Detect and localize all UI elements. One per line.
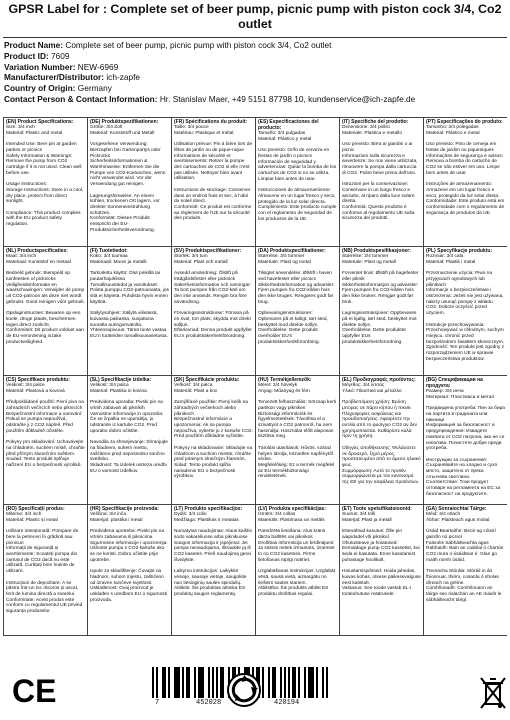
language-body: Μέγεθος: 3/4 ίντσας Υλικό: Πλαστικό και μέταλλο Προβλεπόμενη χρήση: Βρύση μπύρας σε πάρτι κήπου ή πικνίκ Πληροφορίες ασφάλειας και προειδοποιήσεις: Αφαιρέστε την αντλία από το φυσίγγιο CO2 αν δεν χρησιμοποιείται. Καθαρίστε καλά πριν τη χρήση. Οδηγίες αποθήκευσης: Φυλάσσετε σε δροσερό, ξηρό μέρος, προστατευμένο από το άμεσο ηλιακό φως. Συμμόρφωση: Αυτό το προϊόν συμμορφώνεται με τον κανονισμό της ΕΕ για την ασφάλεια προϊόντων.: [342, 383, 421, 486]
language-heading: (PT) Especificações do produto:: [426, 119, 503, 125]
language-heading: (DE) Produktspezifikationen:: [90, 119, 159, 125]
barcode-right-group: 420194: [274, 699, 300, 707]
language-heading: (BG) Спецификации на продукта:: [426, 377, 483, 390]
language-body: Mărime: 3/4 inch Material: Plastic și metal Utilizare intenționată: Pompare de bere la petreceri în grădină sau picnicuri Informații de siguranță și avertismente: Scoateți pompa din cartușul de CO2 dacă nu este utilizată. Curățați bine înainte de utilizare. Instrucțiuni de depozitare: A se păstra într-un loc răcoros și uscat, ferit de lumina directă a soarelui. Conformitate: Acest produs este conform cu regulamentul UE privind siguranța produselor.: [6, 512, 83, 615]
info-row: [4, 83, 506, 94]
language-body: Suurus: 3/4 tolli Materjal: Plast ja metall Ettenähtud kasutus: Õlle pin aiapidudel või piknikul Ohutusteave ja hoiatused: Eemaldage pump CO2 kassetist, kui seda ei kasutata. Enne kasutamist puhastage hoolikalt. Hoiustamisjuhised: Hoida jahedas, kuivas kohas, otsese päikesevalguse eest kaitstult. Vastavus: See toode vastab EL-i tooteohutuse määrusele.: [342, 512, 421, 597]
info-row: [4, 51, 506, 62]
language-heading: (HU) Termékjellemzők:: [258, 377, 312, 383]
certification-marks: [0, 668, 510, 714]
language-cell: [423, 118, 507, 246]
language-body: Storlek: 3/4 tum Material: Plast och metall Avsedd användning: Ölstift på trädgårdsfester eller picknick Säkerhetsinformation och varningar: Ta bort pumpen från CO2-kärl om den inte används. Rengör bra före användning. Förvaringsinstruktioner: Förvara på en sval, torr plats, skydda mot direkt solljus. Efterlevnad: Denna produkt uppfyller EU:s produktsäkerhetsförordning.: [174, 254, 252, 339]
info-row: [4, 62, 506, 73]
product-info-block: [4, 40, 506, 105]
language-cell: [255, 118, 339, 246]
language-heading: (IT) Specifiche del prodotto:: [342, 119, 409, 125]
language-cell: [339, 118, 423, 246]
language-cell: [171, 376, 255, 504]
info-key: Product Name:: [4, 40, 64, 50]
language-heading: (RO) Specificații produs:: [6, 506, 65, 512]
language-heading: (CS) Specifikace produktu:: [6, 377, 70, 383]
language-heading: (ES) Especificaciones del producto:: [258, 119, 319, 132]
language-body: Størrelse: 3/4 tommer Materiale: Plast og metall Forventet bruk: Ølstift på hagefester eller piknik Sikkerhetsinformasjon og advarsler: Fjern pumpen fra CO2-kilden hvis den ikke brukes. Rengjør godt før bruk. Lagringsinstruksjoner: Oppbevares på et kjølig, tørt sted, beskyttet mot direkte sollys. Overholdelse: Dette produktet oppfyller EUs produktsikkerhetsforordning.: [342, 254, 419, 345]
barcode-first-digit: 7: [155, 699, 160, 707]
info-row: [4, 94, 506, 105]
language-heading: (PL) Specyfikacje produktu:: [426, 248, 493, 254]
language-heading: (HR) Specifikacije proizvoda:: [90, 506, 159, 512]
language-cell: [423, 376, 507, 504]
language-cell: [339, 505, 423, 635]
title-divider: [3, 37, 507, 38]
language-heading: (EL) Προδιαγραφές προϊόντος:: [342, 377, 416, 383]
language-cell: [171, 118, 255, 246]
language-body: Größe: 3/4 Zoll Material: Kunststoff und Metall Vorgesehene Verwendung: Bierzapfen bei Gartenpartys oder Picknicks Sicherheitsinformationen & Warnhinweise: Entfernen Sie die Pumpe von CO2-Kartuschen, wenn nicht verwendet wird. Vor der Verwendung gut reinigen. Lagerungshinweise: An einem kühlen, trockenen Ort lagern, vor direkter Sonneneinstrahlung schützen. Konformität: Dieses Produkt entspricht der EU-Produktsicherheitsverordnung.: [90, 125, 166, 233]
language-heading: (FR) Spécifications du produit:: [174, 119, 248, 125]
language-body: Izmērs: 3/4 collas Materiāls: Plastmasa un metāls Paredzētā lietošana: Alus krāns dārza ballītēs vai piknikos Drošības informācija un brīdinājumi: Ja sūknis netiek izmantots, izņemiet to no CO2 kasetnes. Pirms lietošanas rūpīgi notīriet. Uzglabāšanas instrukcijas: Uzglabāt vēsā, sausā vietā, aizsargātu no tiešiem saules stariem. Atbilstība: Šis produkts atbilst ES produktu drošības regulai.: [258, 512, 336, 597]
language-cell: [87, 118, 171, 246]
language-cell: [255, 247, 339, 375]
language-cell: [255, 376, 339, 504]
barcode-left-group: 452028: [196, 699, 222, 707]
info-key: Contact Person & Contact Information:: [4, 93, 158, 104]
language-heading: (NB) Produktspesifikasjoner:: [342, 248, 411, 254]
language-body: Velikost: 3/4 palce Materiál: Plastová a kovová Předpokládané použití: Pivní pivo na zahradních večírcích nebo piknicích Bezpečnostní informace a varování: Pokud se pumpa nepoužívá, odstraňte ji z CO2 náplně. Před použitím důkladně očistěte. Pokyny pro skladování: Uchovávejte na chladném, suchém místě, chraňte před přímým slunečním světlem. Soulad: Tento produkt splňuje nařízení EU o bezpečnosti výrobků.: [6, 383, 85, 468]
language-row: [3, 504, 507, 636]
language-cell: [3, 247, 87, 375]
language-cell: [3, 505, 87, 635]
language-body: Størrelse: 3/4 tommer Materiale: Plast og metal Tilsigtet anvendelse: Ølstift i haven ved havefester eller picnics Sikkerhedsinformation og advarsler: Fjern pumpen fra CO2-kilden hvis den ikke bruges. Rengøres godt før brug. Opbevaringsinstruktioner: Opbevares på et køligt, tørt sted, beskyttet mod direkte sollys. Overholdelse: Dette produkt overholder EU's produktsikkerhedsforordning.: [258, 254, 335, 345]
language-cell: [87, 505, 171, 635]
language-heading: (EN) Product Specifications:: [6, 119, 74, 125]
language-body: Velikost: 3/4 palca Material: Plastika in kovina Predvidena uporaba: Pivski pin na vrtnih zabavah ali piknikih Varnostne informacije in opozorila: Če se črpalka ne uporablja, jo odstranite iz kartuše CO2. Pred uporabo dobro očistite. Navodila za shranjevanje: Shranjujte na hladnem, suhem mestu, zaščiteno pred neposredno sončno svetlobo. Skladnost: Ta izdelek ustreza uredbi EU o varnosti izdelkov.: [90, 383, 168, 474]
weee-bin-icon: [481, 678, 505, 708]
ce-mark-icon: [12, 673, 56, 709]
language-heading: (FI) Tuotetiedot:: [90, 248, 128, 254]
info-value: Complete set of beer pump, picnic pump with piston cock 3/4, Co2 outlet: [65, 40, 332, 50]
language-cell: [3, 376, 87, 504]
language-cell: [87, 376, 171, 504]
info-value: Hr. Stanislav Maer, +49 5151 87798 10, kundenservice@ich-zapfe.de: [159, 93, 416, 104]
language-heading: (LV) Produkta specifikācijas:: [258, 506, 326, 512]
recycle-icon: [228, 674, 260, 706]
label-title: GPSR Label for : Complete set of beer pump, picnic pump with piston cock 3/4, Co2 outlet: [8, 2, 502, 31]
language-heading: (ET) Toote spetsifikatsioonid:: [342, 506, 412, 512]
language-cell: [3, 118, 87, 246]
language-body: Tamanho: 3/4 polegadas Material: Plástico e metal Uso previsto: Pino de cerveja em festas de jardim ou piqueniques Informações de segurança e avisos: Remova a bomba do cartucho de CO2 se não estiver em uso. Limpe bem antes de usar. Instruções de armazenamento: Armazene em um lugar fresco e seco, protegido da luz solar direta. Conformidade: Este produto está em conformidade com o regulamento de segurança de produtos da UE.: [426, 125, 505, 216]
language-row: [3, 246, 507, 375]
language-cell: [423, 505, 507, 635]
language-body: Veľkosť: 3/4 palca Materiál: Plast a kov Zamýšľané použitie: Pivný kolík na záhradných večierkoch alebo piknikoch Bezpečnostné informácie a upozornenia: Ak sa pumpa nepoužíva, vyberte ju z kartuše CO2. Pred použitím dôkladne vyčistite. Pokyny na skladovanie: Skladujte na chladnom a suchom mieste, chráňte pred priamym slnečným žiarením. Súlad: Tento produkt spĺňa nariadenie EÚ o bezpečnosti výrobkov.: [174, 383, 253, 480]
language-cell: [339, 376, 423, 504]
info-value: 7609: [51, 50, 70, 61]
language-row: [3, 375, 507, 504]
language-heading: (DA) Produktspecifikationer:: [258, 248, 326, 254]
info-key: Manufacturer/Distributor:: [4, 72, 105, 83]
info-row: [4, 40, 506, 51]
language-cell: [339, 247, 423, 375]
language-body: Tamaño: 3/4 pulgadas Material: Plástico y metal Uso previsto: Grifo de cerveza en fiestas de jardín o picnics Información de seguridad y advertencias: Quitar la bomba de los cartuchos de CO2 si no se utiliza. Limpiar bien antes de usar. Instrucciones de almacenamiento: Almacene en un lugar fresco y seco, protegido de la luz solar directa. Cumplimiento: Este producto cumple con el reglamento de seguridad de los productos de la UE.: [258, 131, 337, 222]
info-value: Germany: [77, 83, 112, 94]
language-body: Taille: 3/4 pouce Matériau: Plastique et métal Utilisation prévue: Pin à bière lors de fêtes de jardin ou de pique-nique Informations de sécurité et avertissements: Retirer la pompe des cartouches de CO2 si elle n'est pas utilisée. Nettoyer bien avant utilisation. Instructions de stockage: Conserver dans un endroit frais et sec, à l'abri du soleil direct. Conformité: Ce produit est conforme au règlement de l'UE sur la sécurité des produits.: [174, 125, 253, 222]
language-cell: [423, 247, 507, 375]
language-cell: [171, 247, 255, 375]
language-body: Dydis: 3/4 colio Medžiaga: Plastikas ir metalas Numatytas naudojimas: Alaus kaištis sodo vakarėliuose arba piknikuose Saugos informacija ir įspėjimai: Jei pompa nenaudojama, ištraukite ją iš CO2 kasetės. Prieš naudojimą gerai išvalykite. Laikymo instrukcijos: Laikykite vėsioje, sausoje vietoje, saugokite nuo tiesioginių saulės spindulių. Atitiktis: Šis produktas atitinka ES produktų saugos reglamentą.: [174, 512, 252, 597]
language-cell: [87, 247, 171, 375]
language-cell: [171, 505, 255, 635]
language-body: Méid: 3/4 orlach Ábhar: Plaisteach agus miotal Úsáid Beartaithe: Beoir ag cóisirí gairdín nó picnicí Faisnéis Sábháilteachta agus Rabhaidh: Bain an caidéal ó chartús CO2 mura n-úsáidtear é. Glan go maith roimh úsáid. Treoracha Stórála: Stóráil in áit fhionnuar, thirim, cosanta ó sholas díreach na gréine. Comhlíonadh: Comhlíonann an táirge seo rialachán an AE maidir le sábháilteacht táirgí.: [426, 512, 504, 603]
language-body: Méret: 3/4 hüvelyk Anyag: Műanyag és fém Tervezett felhasználás: Sörcsap kerti partikon vagy pikniken Biztonsági információk és figyelmeztetések: Távolítsa el a szivattyút a CO2 patronról, ha nem használja. Használat előtt alaposan tisztítsa meg. Tárolási utasítások: Hűvös, száraz helyen tárolja, közvetlen napfénytől védve. Megfelelőség: Ez a termék megfelel az EU termékbiztonsági rendeletének.: [258, 383, 337, 480]
language-heading: (SK) Špecifikácie produktu:: [174, 377, 240, 383]
info-key: Country of Origin:: [4, 83, 76, 94]
info-key: Product ID:: [4, 50, 49, 61]
language-body: Veličina: 3/4 inča Materijal: plastika i metal Predviđena upotreba: Pivski pin na vrtnim zabavama ili piknicima Sigurnosne informacije i upozorenja: Uklonite pumpu s CO2 kartuše ako se ne koristi. Dobro očistite prije upotrebe. Upute za skladištenje: Čuvajte na hladnom, suhom mjestu, zaštićeno od izravne sunčeve svjetlosti. Usklađenost: Ovaj proizvod je usklađen s uredbom EU o sigurnosti proizvoda.: [90, 512, 168, 603]
language-body: Size: 3/4 inch Material: Plastic and metal Intended Use: Beer pin at garden parties or picnics Safety Information & Warnings: Remove the pump from CO2 cartridge if it is not used. Clean well before use. Usage Instructions: Storage Instructions: Store in a cool, dry place, protect from direct sunlight. Compliance: This product complies with the EU product safety regulation.: [6, 125, 84, 228]
language-cell: [255, 505, 339, 635]
language-body: Rozmiar: 3/4 cala Materiał: Plastik i metal Przeznaczenie użycia: Piwo na przyjęciach ogrodowych lub piknikach Informacje o bezpieczeństwie i ostrzeżenia: Jeżeli nie jest używana, należy usunąć pompę z wkładu CO2. Dobrze oczyścić przed użyciem. Instrukcje przechowywania: Przechowywać w chłodnym, suchym miejscu, chronić przed bezpośrednim światłem słonecznym. Zgodność: Ten produkt jest zgodny z rozporządzeniem UE w sprawie bezpieczeństwa produktów.: [426, 254, 505, 362]
language-row: [3, 117, 507, 246]
language-body: Размер: 3/4 инча Материал: Пластмаса и метал Предвидена употреба: Пин за бира на партита в градината или пикници Информация за безопасност и предупреждения: Извадете помпата от CO2 патрона, ако не се използва. Почистете добре преди употреба. Инструкции за съхранение: Съхранявайте на хладно и сухо място, защитено от пряка слънчева светлина. Съответствие: Този продукт отговаря на регламента на ЕС за безопасност на продуктите.: [426, 389, 505, 497]
language-spec-grid: [3, 117, 507, 636]
language-body: Koko: 3/4 tuumaa Materiaali: Muovi ja metalli Tarkoitettu käyttö: Olut pinkillä tai puutarhajuhlissa Turvallisuustiedot ja varoitukset: Poista pumppu CO2-patruunasta, jos sitä ei käytetä. Puhdista hyvin ennen käyttöä. Säilytysohjeet: Säilytä viileässä, kuivassa paikassa, suojattuna suoralta auringonvalolta. Yhteensopivuus: Tämä tuote vastaa EU:n tuotteiden turvallisuusasetusta.: [90, 254, 169, 339]
language-heading: (SV) Produktspecifikationer:: [174, 248, 242, 254]
info-value: NEW-6969: [77, 61, 119, 72]
language-heading: (GA) Sonraíochtaí Táirge:: [426, 506, 487, 512]
language-heading: (SL) Specifikacije izdelka:: [90, 377, 152, 383]
ce-mark-text: CE: [12, 673, 57, 709]
info-value: ich-zapfe: [106, 72, 141, 83]
language-body: Dimensione: 3/4 pollici Materiale: Plastica e metallo Uso previsto: Birra ai giardini o ai picnic Informazioni sulla sicurezza e avvertenze: Se non viene utilizzata, rimuovere la pompa dalla cartuccia di CO2. Pulire bene prima dell'uso. Istruzioni per la conservazione: Conservare in un luogo fresco e asciutto, al riparo dalla luce solare diretta. Conformità: Questo prodotto è conforme al regolamento UE sulla sicurezza dei prodotti.: [342, 125, 418, 222]
language-heading: (NL) Productspecificaties:: [6, 248, 68, 254]
info-key: Variation Number:: [4, 61, 76, 72]
info-row: [4, 72, 506, 83]
language-heading: (LT) Produkto specifikacijos:: [174, 506, 243, 512]
language-body: Maat: 3/4 inch Materiaal: Kunststof en metaal Bedoeld gebruik: Bierspeld op tuinfeesten of picknicks Veiligheidsinformatie en waarschuwingen: Verwijder de pomp uit CO2-patroon als deze niet wordt gebruikt. Goed reinigen vóór gebruik. Opslaginstructies: Bewaren op een koele, droge plaats, beschermen tegen direct zonlicht. Conformiteit: Dit product voldoet aan de EU-verordening inzake productveiligheid.: [6, 254, 85, 345]
